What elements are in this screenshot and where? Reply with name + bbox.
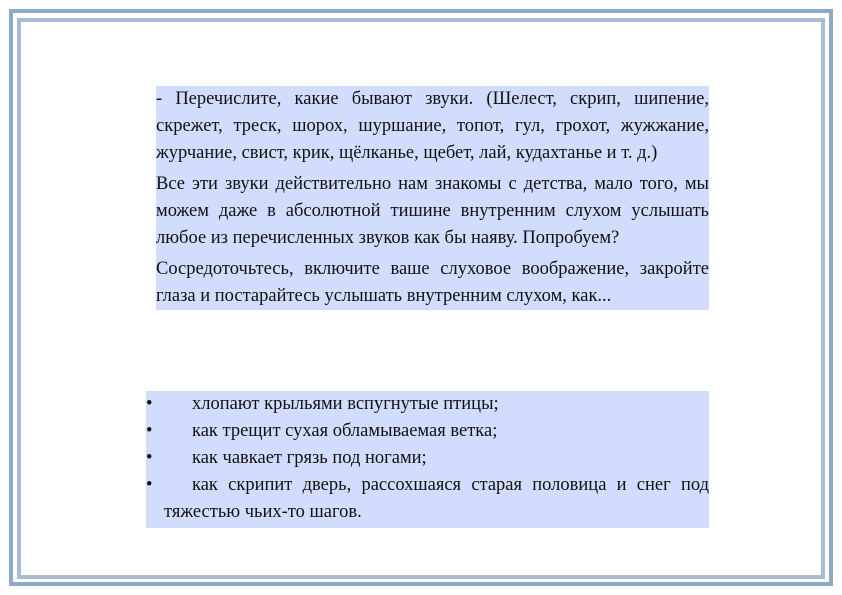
text-block [156,86,709,310]
paragraph-list-sounds: - Перечислите, какие бывают звуки. (Шелест, скрип, шипение, скрежет, треск, шорох, шуршание, топот, гул, грохот, жужжание, журчание, свист, крик, щёлканье, щебет, лай, кудахтанье и т. д.) [156,86,709,171]
paragraph-concentrate: Сосредоточьтесь, включите ваше слуховое воображение, закройте глаза и постарайтесь услышать внутренним слухом, как... [156,256,709,310]
list-item [146,472,709,526]
list-item-text: как скрипит дверь, рассохшаяся старая половица и снег под тяжестью чьих-то шагов. [164,475,709,522]
paragraph-familiar-sounds: Все эти звуки действительно нам знакомы с детства, мало того, мы можем даже в абсолютной тишине внутренним слухом услышать любое из перечисленных звуков как бы наяву. Попробуем? [156,171,709,256]
bullet-icon: • [146,421,153,441]
bullet-icon: • [146,448,153,468]
sound-list [146,391,709,528]
bullet-icon: • [146,475,153,495]
list-item-text: как чавкает грязь под ногами; [192,448,427,468]
list-item-text: как трещит сухая обламываемая ветка; [192,421,498,441]
bullet-icon: • [146,394,153,414]
list-item [146,418,709,445]
list-item [146,391,709,418]
list-item-text: хлопают крыльями вспугнутые птицы; [192,394,499,414]
list-item [146,445,709,472]
